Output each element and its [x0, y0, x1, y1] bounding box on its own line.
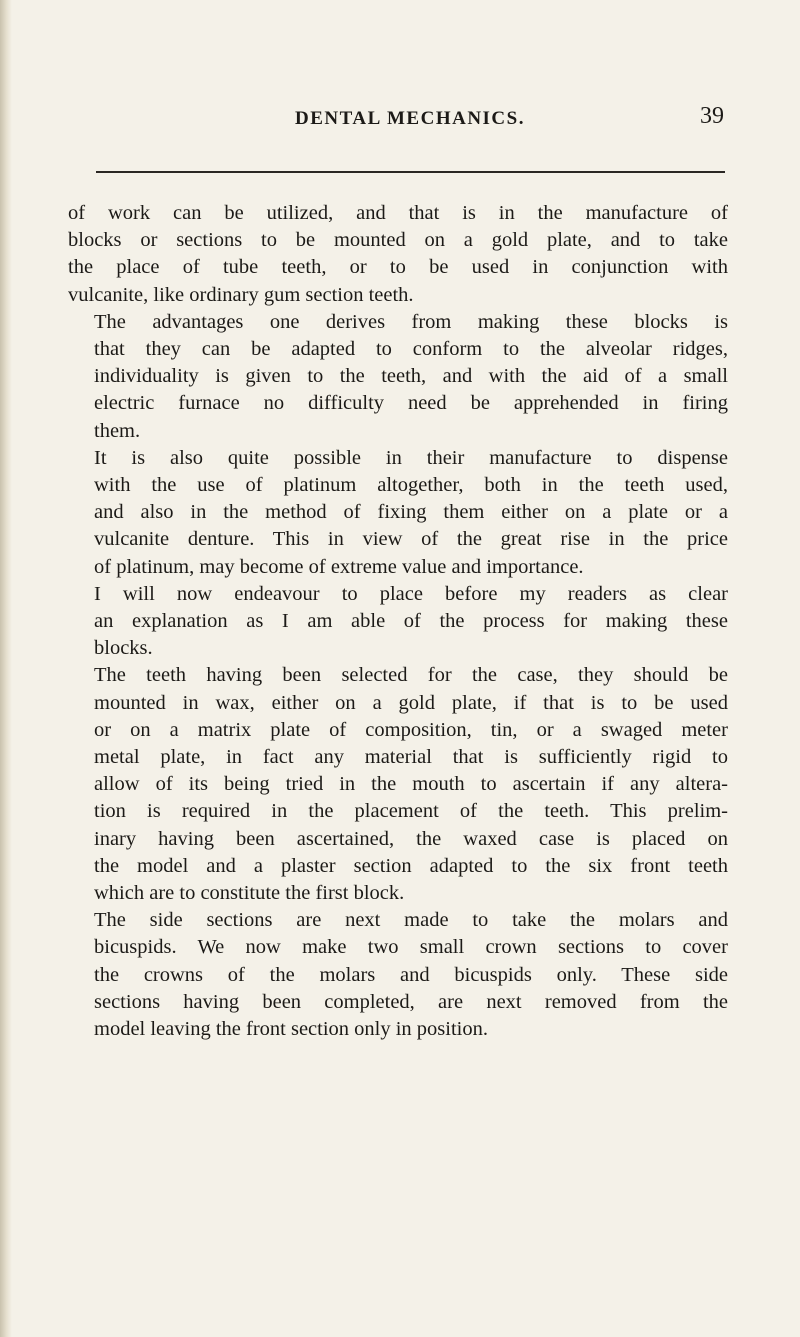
text-line: tion is required in the placement of the teeth. This prelim-: [94, 800, 728, 823]
paragraph: [68, 200, 728, 309]
text-line: or on a matrix plate of composition, tin, or a swaged meter: [94, 718, 728, 741]
body-text: [68, 200, 728, 1043]
text-line: vulcanite, like ordinary gum section teeth.: [68, 283, 414, 306]
page-number: 39: [700, 103, 724, 129]
text-line: inary having been ascertained, the waxed case is placed on: [94, 827, 728, 850]
text-line: that they can be adapted to conform to the alveolar ridges,: [94, 338, 728, 361]
text-line: bicuspids. We now make two small crown sections to cover: [94, 936, 728, 959]
text-line: allow of its being tried in the mouth to ascertain if any altera-: [94, 773, 728, 796]
paragraph: [68, 907, 728, 1043]
text-line: the crowns of the molars and bicuspids only. These side: [94, 963, 728, 986]
text-line: It is also quite possible in their manufacture to dispense: [94, 446, 728, 469]
text-line: electric furnace no difficulty need be apprehended in firing: [94, 392, 728, 415]
text-line: of work can be utilized, and that is in the manufacture of: [68, 202, 728, 224]
text-line: The teeth having been selected for the case, they should be: [94, 664, 728, 687]
text-line: which are to constitute the first block.: [94, 882, 405, 905]
text-line: I will now endeavour to place before my readers as clear: [94, 582, 728, 605]
text-line: The side sections are next made to take the molars and: [94, 909, 728, 932]
page-header: [96, 103, 724, 138]
text-line: an explanation as I am able of the process for making these: [94, 610, 728, 633]
text-line: them.: [94, 419, 141, 442]
text-line: mounted in wax, either on a gold plate, if that is to be used: [94, 691, 728, 714]
running-head: DENTAL MECHANICS.: [295, 108, 525, 129]
paragraph: [68, 309, 728, 445]
text-line: sections having been completed, are next removed from the: [94, 990, 728, 1013]
paragraph: [68, 445, 728, 581]
text-line: the place of tube teeth, or to be used in conjunction with: [68, 256, 728, 279]
page-binding-edge: [0, 0, 12, 1337]
text-line: individuality is given to the teeth, and with the aid of a small: [94, 365, 728, 388]
text-line: The advantages one derives from making these blocks is: [94, 310, 728, 333]
text-line: with the use of platinum altogether, both in the teeth used,: [94, 474, 728, 497]
text-line: blocks or sections to be mounted on a gold plate, and to take: [68, 229, 728, 252]
paragraph: [68, 581, 728, 663]
text-line: model leaving the front section only in position.: [94, 1018, 488, 1041]
text-line: vulcanite denture. This in view of the great rise in the price: [94, 528, 728, 551]
text-line: and also in the method of fixing them either on a plate or a: [94, 501, 728, 524]
paragraph: [68, 662, 728, 907]
text-line: blocks.: [94, 637, 153, 660]
text-line: of platinum, may become of extreme value and importance.: [94, 555, 584, 578]
text-line: metal plate, in fact any material that is sufficiently rigid to: [94, 746, 728, 769]
header-rule: [96, 171, 725, 173]
text-line: the model and a plaster section adapted to the six front teeth: [94, 854, 728, 877]
